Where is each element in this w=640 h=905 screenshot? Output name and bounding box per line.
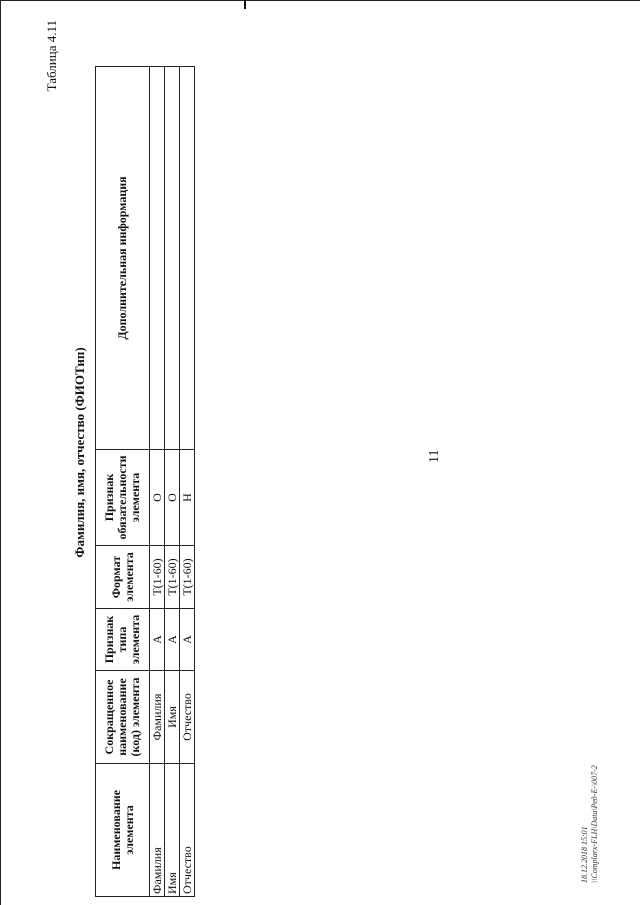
cell-required-flag: О [150, 450, 165, 546]
cell-type-flag: А [180, 609, 195, 671]
table-row [180, 67, 195, 897]
cell-short-code: Отчество [180, 671, 195, 764]
header-additional-info: Дополнительная информация [96, 67, 150, 450]
cell-format: Т(1-60) [180, 546, 195, 609]
cell-short-code: Имя [165, 671, 180, 764]
cell-additional-info [180, 67, 195, 450]
cell-additional-info [165, 67, 180, 450]
header-element-name: Наименование элемента [96, 764, 150, 897]
cell-element-name: Отчество [180, 764, 195, 897]
page-number: 11 [427, 449, 442, 463]
stamp-path: \\Complarx-FLH\Data\Ред-E-\007-2 [590, 765, 599, 883]
table-header-row [96, 67, 150, 897]
cell-element-name: Фамилия [150, 764, 165, 897]
elements-table [95, 66, 195, 897]
header-format: Формат элемента [96, 546, 150, 609]
header-type-flag: Признак типа элемента [96, 609, 150, 671]
cell-short-code: Фамилия [150, 671, 165, 764]
stamp-datetime: 18.12.2018 15:01 [580, 826, 589, 883]
header-required-flag: Признак обязательности элемента [96, 450, 150, 546]
table-row [165, 67, 180, 897]
cell-type-flag: А [165, 609, 180, 671]
table-row [150, 67, 165, 897]
cell-element-name: Имя [165, 764, 180, 897]
cell-format: Т(1-60) [165, 546, 180, 609]
table-caption: Таблица 4.11 [44, 20, 59, 92]
print-stamp [580, 765, 600, 883]
cell-type-flag: А [150, 609, 165, 671]
header-short-code: Сокращенное наименование (код) элемента [96, 671, 150, 764]
cell-additional-info [150, 67, 165, 450]
cell-required-flag: Н [180, 450, 195, 546]
cell-required-flag: О [165, 450, 180, 546]
cell-format: Т(1-60) [150, 546, 165, 609]
table-title: Фамилия, имя, отчество (ФИОТип) [72, 347, 87, 558]
